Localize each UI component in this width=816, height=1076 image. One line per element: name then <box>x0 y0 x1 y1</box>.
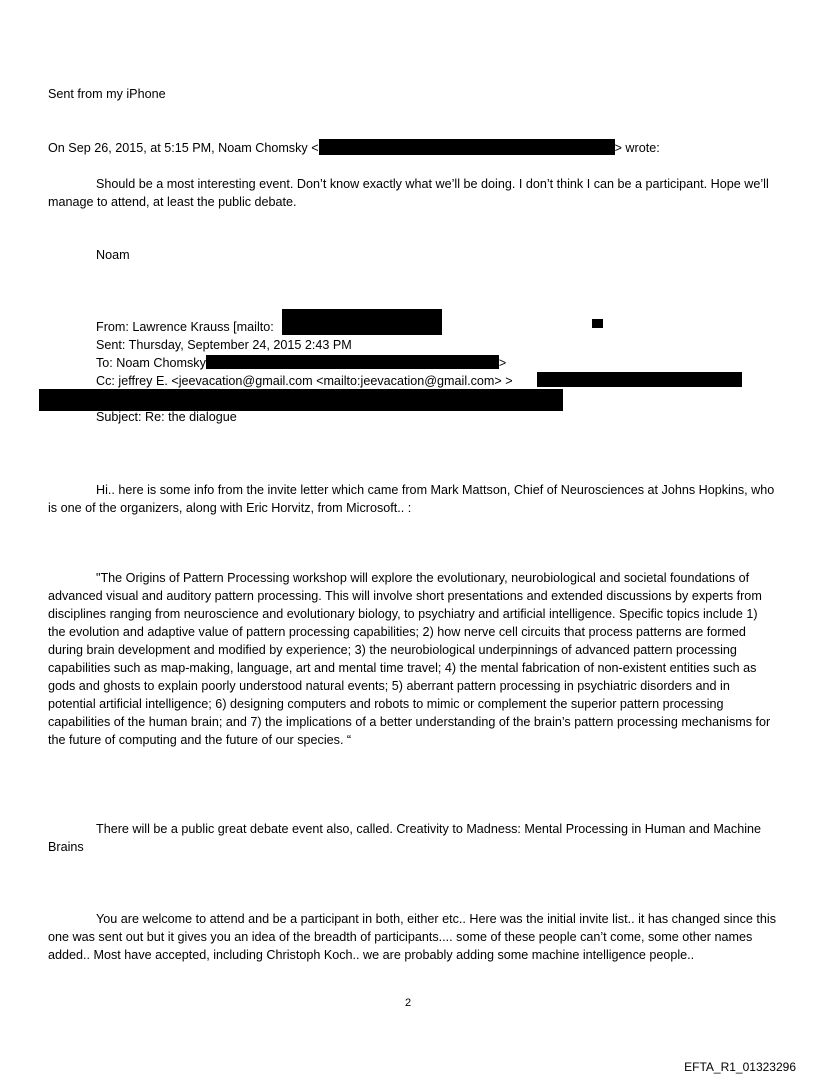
header-from: From: Lawrence Krauss [mailto: <box>96 320 274 334</box>
signature: Noam <box>96 248 130 262</box>
header-to-end: > <box>498 356 507 370</box>
redacted-email <box>206 355 499 369</box>
header-subject: Subject: Re: the dialogue <box>96 410 237 424</box>
reply-header <box>48 139 660 157</box>
redacted-email <box>319 139 615 155</box>
page-number: 2 <box>404 997 412 1009</box>
reply-body: Should be a most interesting event. Don’t know exactly what we’ll be doing. I don’t think I can be a participant. Hope we’ll manage to attend, at least the public debate. <box>48 177 769 209</box>
sent-from-line: Sent from my iPhone <box>48 87 166 101</box>
body-paragraph-2: "The Origins of Pattern Processing workshop will explore the evolutionary, neurobiological and societal foundations of advanced visual and auditory pattern processing. This will involve short presentations and extended discussions by experts from disciplines ranging from neuroscience and evolutionary biology, to psychiatry and artificial intelligence. Specific topics include 1) the evolution and adaptive value of pattern processing capabilities; 2) how nerve cell circuits that process patterns are formed during brain development and modified by experience; 3) the neurobiological underpinnings of advanced pattern processing capabilities such as map-making, language, art and mental time travel; 4) the mental fabrication of non-existent entities such as gods and ghosts to explain poorly understood natural events; 5) aberrant pattern processing in psychiatric disorders and in potential artificial intelligence; 6) designing computers and robots to mimic or complement the superior pattern processing capabilities of the human brain; and 7) the implications of a better understanding of the brain’s pattern processing mechanisms for the future of computing and the future of our species. “ <box>48 571 771 747</box>
redaction-block <box>282 309 442 335</box>
document-id: EFTA_R1_01323296 <box>684 1060 796 1074</box>
header-cc: Cc: jeffrey E. <jeevacation@gmail.com <mailto:jeevacation@gmail.com> > <box>96 374 513 388</box>
reply-header-suffix: > wrote: <box>614 141 660 155</box>
reply-header-prefix: On Sep 26, 2015, at 5:15 PM, Noam Chomsky < <box>48 141 319 155</box>
header-to-label: To: Noam Chomsky <box>96 356 206 370</box>
redaction-block <box>592 319 603 328</box>
body-paragraph-1: Hi.. here is some info from the invite letter which came from Mark Mattson, Chief of Neurosciences at Johns Hopkins, who is one of the organizers, along with Eric Horvitz, from Microsoft.. : <box>48 483 775 515</box>
body-paragraph-3: There will be a public great debate event also, called. Creativity to Madness: Mental Processing in Human and Machine Brains <box>48 822 762 854</box>
header-sent: Sent: Thursday, September 24, 2015 2:43 PM <box>96 338 352 352</box>
body-paragraph-4: You are welcome to attend and be a participant in both, either etc.. Here was the initial invite list.. it has changed since this one was sent out but it gives you an idea of the breadth of participants.... some of these people can’t come, some other names added.. Most have accepted, including Christoph Koch.. we are probably adding some machine intelligence people.. <box>48 912 776 962</box>
header-to <box>96 354 506 372</box>
redaction-block <box>537 372 742 387</box>
